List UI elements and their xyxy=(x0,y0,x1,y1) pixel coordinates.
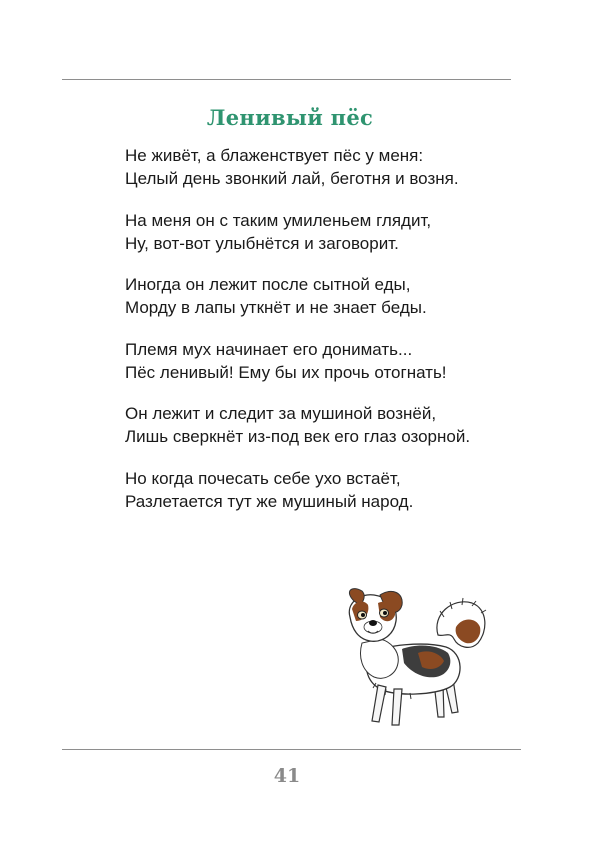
poem-body xyxy=(125,144,545,531)
poem-line: На меня он с таким умиленьем глядит, xyxy=(125,210,432,230)
stanza xyxy=(125,144,545,190)
poem-line: Пёс ленивый! Ему бы их прочь отогнать! xyxy=(125,362,447,382)
stanza xyxy=(125,467,545,513)
top-divider xyxy=(62,79,511,80)
poem-title: Ленивый пёс xyxy=(206,105,374,130)
poem-line: Ну, вот-вот улыбнётся и заговорит. xyxy=(125,233,399,253)
stanza xyxy=(125,273,545,319)
poem-line: Разлетается тут же мушиный народ. xyxy=(125,491,414,511)
stanza xyxy=(125,402,545,448)
poem-line: Не живёт, а блаженствует пёс у меня: xyxy=(125,146,424,165)
poem-line: Лишь сверкнёт из-под век его глаз озорной. xyxy=(125,427,471,446)
page-number: 41 xyxy=(273,765,301,787)
stanza xyxy=(125,338,545,384)
poem-line: Он лежит и следит за мушиной вознёй, xyxy=(125,404,437,423)
stanza xyxy=(125,209,545,255)
poem-line: Целый день звонкий лай, беготня и возня. xyxy=(125,169,459,188)
dog-illustration-icon xyxy=(340,587,490,737)
poem-line: Иногда он лежит после сытной еды, xyxy=(125,275,411,294)
poem-line: Морду в лапы уткнёт и не знает беды. xyxy=(125,298,427,317)
poem-line: Но когда почесать себе ухо встаёт, xyxy=(125,468,401,488)
poem-line: Племя мух начинает его донимать... xyxy=(125,339,413,359)
bottom-divider xyxy=(62,749,521,750)
